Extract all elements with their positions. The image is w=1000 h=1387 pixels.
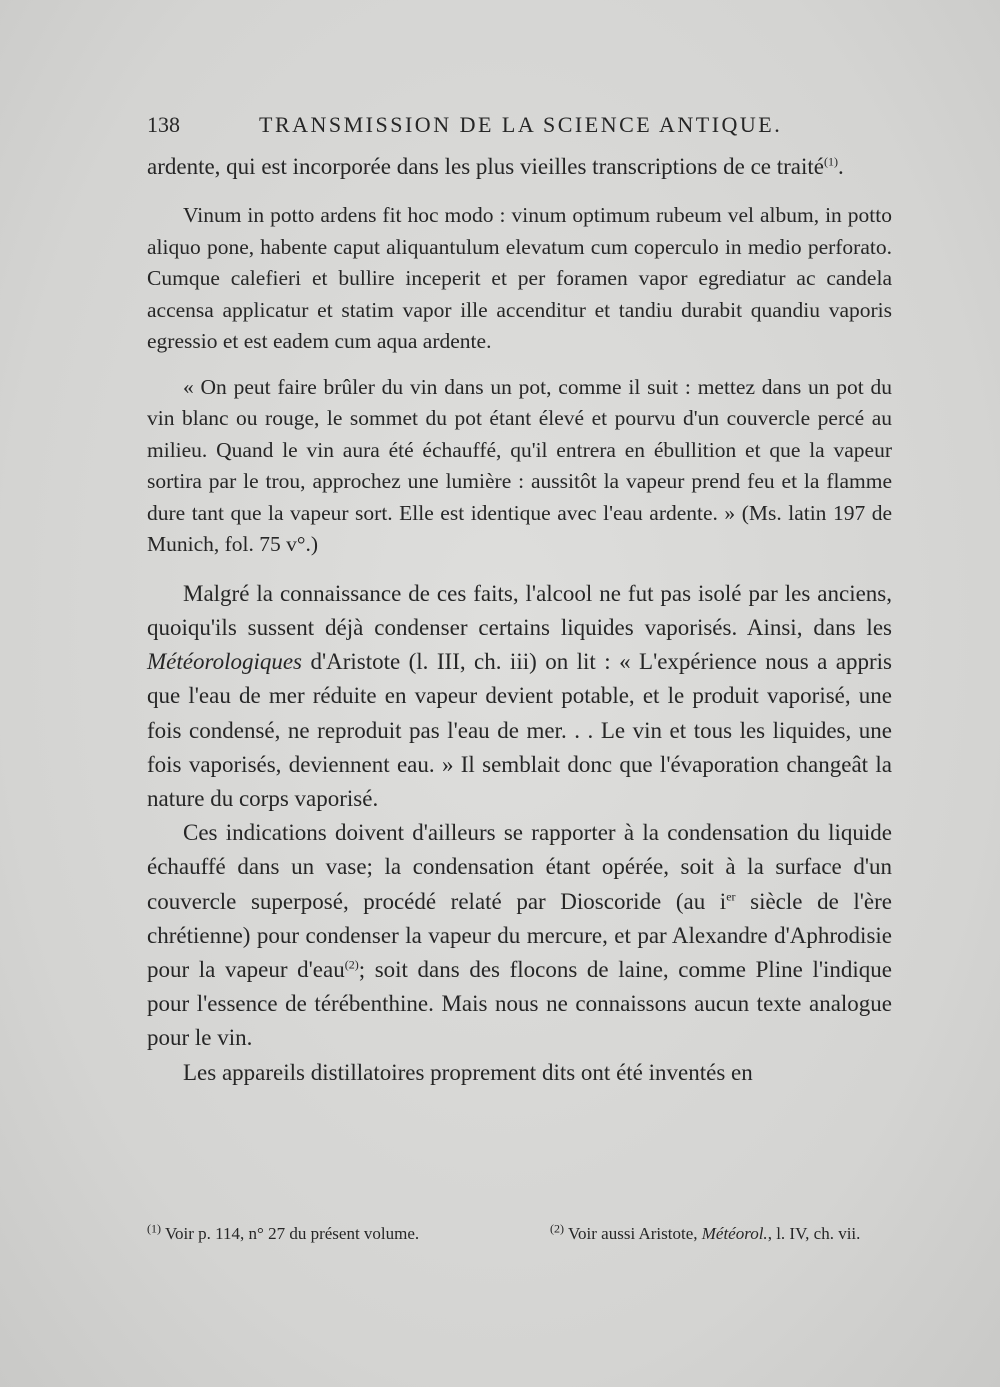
page-number: 138 [147,112,180,137]
ordinal-superscript: er [726,888,736,903]
footnote-ref-1: (1) [824,154,838,169]
paragraph-continuation: ardente, qui est incorporée dans les plus vieilles transcriptions de ce traité$^{(1)}$. [147,154,844,179]
body-text [147,150,892,1090]
footnotes [147,1220,892,1280]
paragraph-condensation: Ces indications doivent d'ailleurs se rapporter à la condensation du liquide échauffé dans un vase; la condensation étant opérée, soit à la surface d'un couvercle superposé, procédé relaté par Dioscoride (au $i^{er}$ siècle de l'ère chrétienne) pour condenser la vapeur du mercure, et par Alexandre d'Aphrodisie pour la vapeur d'eau$^{(2)}$; soit dans des flocons de laine, comme Pline l'indique pour l'essence de térébenthine. Mais nous ne connaissons aucun texte analogue pour le vin. [147,820,892,1051]
running-header [147,112,887,146]
paragraph-apparatus: Les appareils distillatoires proprement dits ont été inventés en [183,1059,753,1085]
paragraph-aristotle: Malgré la connaissance de ces faits, l'alcool ne fut pas isolé par les anciens, quoiqu'ils sussent déjà condenser certains liquides vaporisés. Ainsi, dans les Météorologiques d'Aristote (l. III, ch. iii) on lit : « L'expérience nous a appris que l'eau de mer réduite en vapeur devient potable, et le produit vaporisé, une fois condensé, ne reproduit pas l'eau de mer. . . Le vin et tous les liquides, une fois vaporisés, deviennent eau. » Il semblait donc que l'évaporation changeât la nature du corps vaporisé. [147,580,892,811]
french-translation: « On peut faire brûler du vin dans un pot, comme il suit : mettez dans un pot du vin blanc ou rouge, le sommet du pot étant élevé et pourvu d'un couvercle percé au milieu. Quand le vin aura été échauffé, qu'il entrera en ébullition et que la vapeur sortira par le trou, approchez une lumière : aussitôt la vapeur prend feu et la flamme dure tant que la vapeur sort. Elle est identique avec l'eau ardente. » (Ms. latin 197 de Munich, fol. 75 v°.) [147,374,892,557]
footnote-ref-2: (2) [344,957,359,972]
running-title: TRANSMISSION DE LA SCIENCE ANTIQUE. [259,112,783,137]
footnote-1: $^{(1)}$ Voir p. 114, n° 27 du présent volume. [147,1221,420,1243]
latin-quotation: Vinum in potto ardens fit hoc modo : vinum optimum rubeum vel album, in potto aliquo pone, habente caput aliquantulum elevatum cum coperculo in medio perforato. Cumque calefieri et bullire inceperit et per foramen vapor egrediatur ac candela accensa applicatur et statim vapor ille accenditur et tandiu durabit quandiu vaporis egressio et est eadem cum aqua ardente. [147,203,892,354]
footnote-2: $^{(2)}$ Voir aussi Aristote, Météorol., l. IV, ch. vii. [550,1221,861,1243]
book-title-italic: Météorologiques [147,649,303,675]
